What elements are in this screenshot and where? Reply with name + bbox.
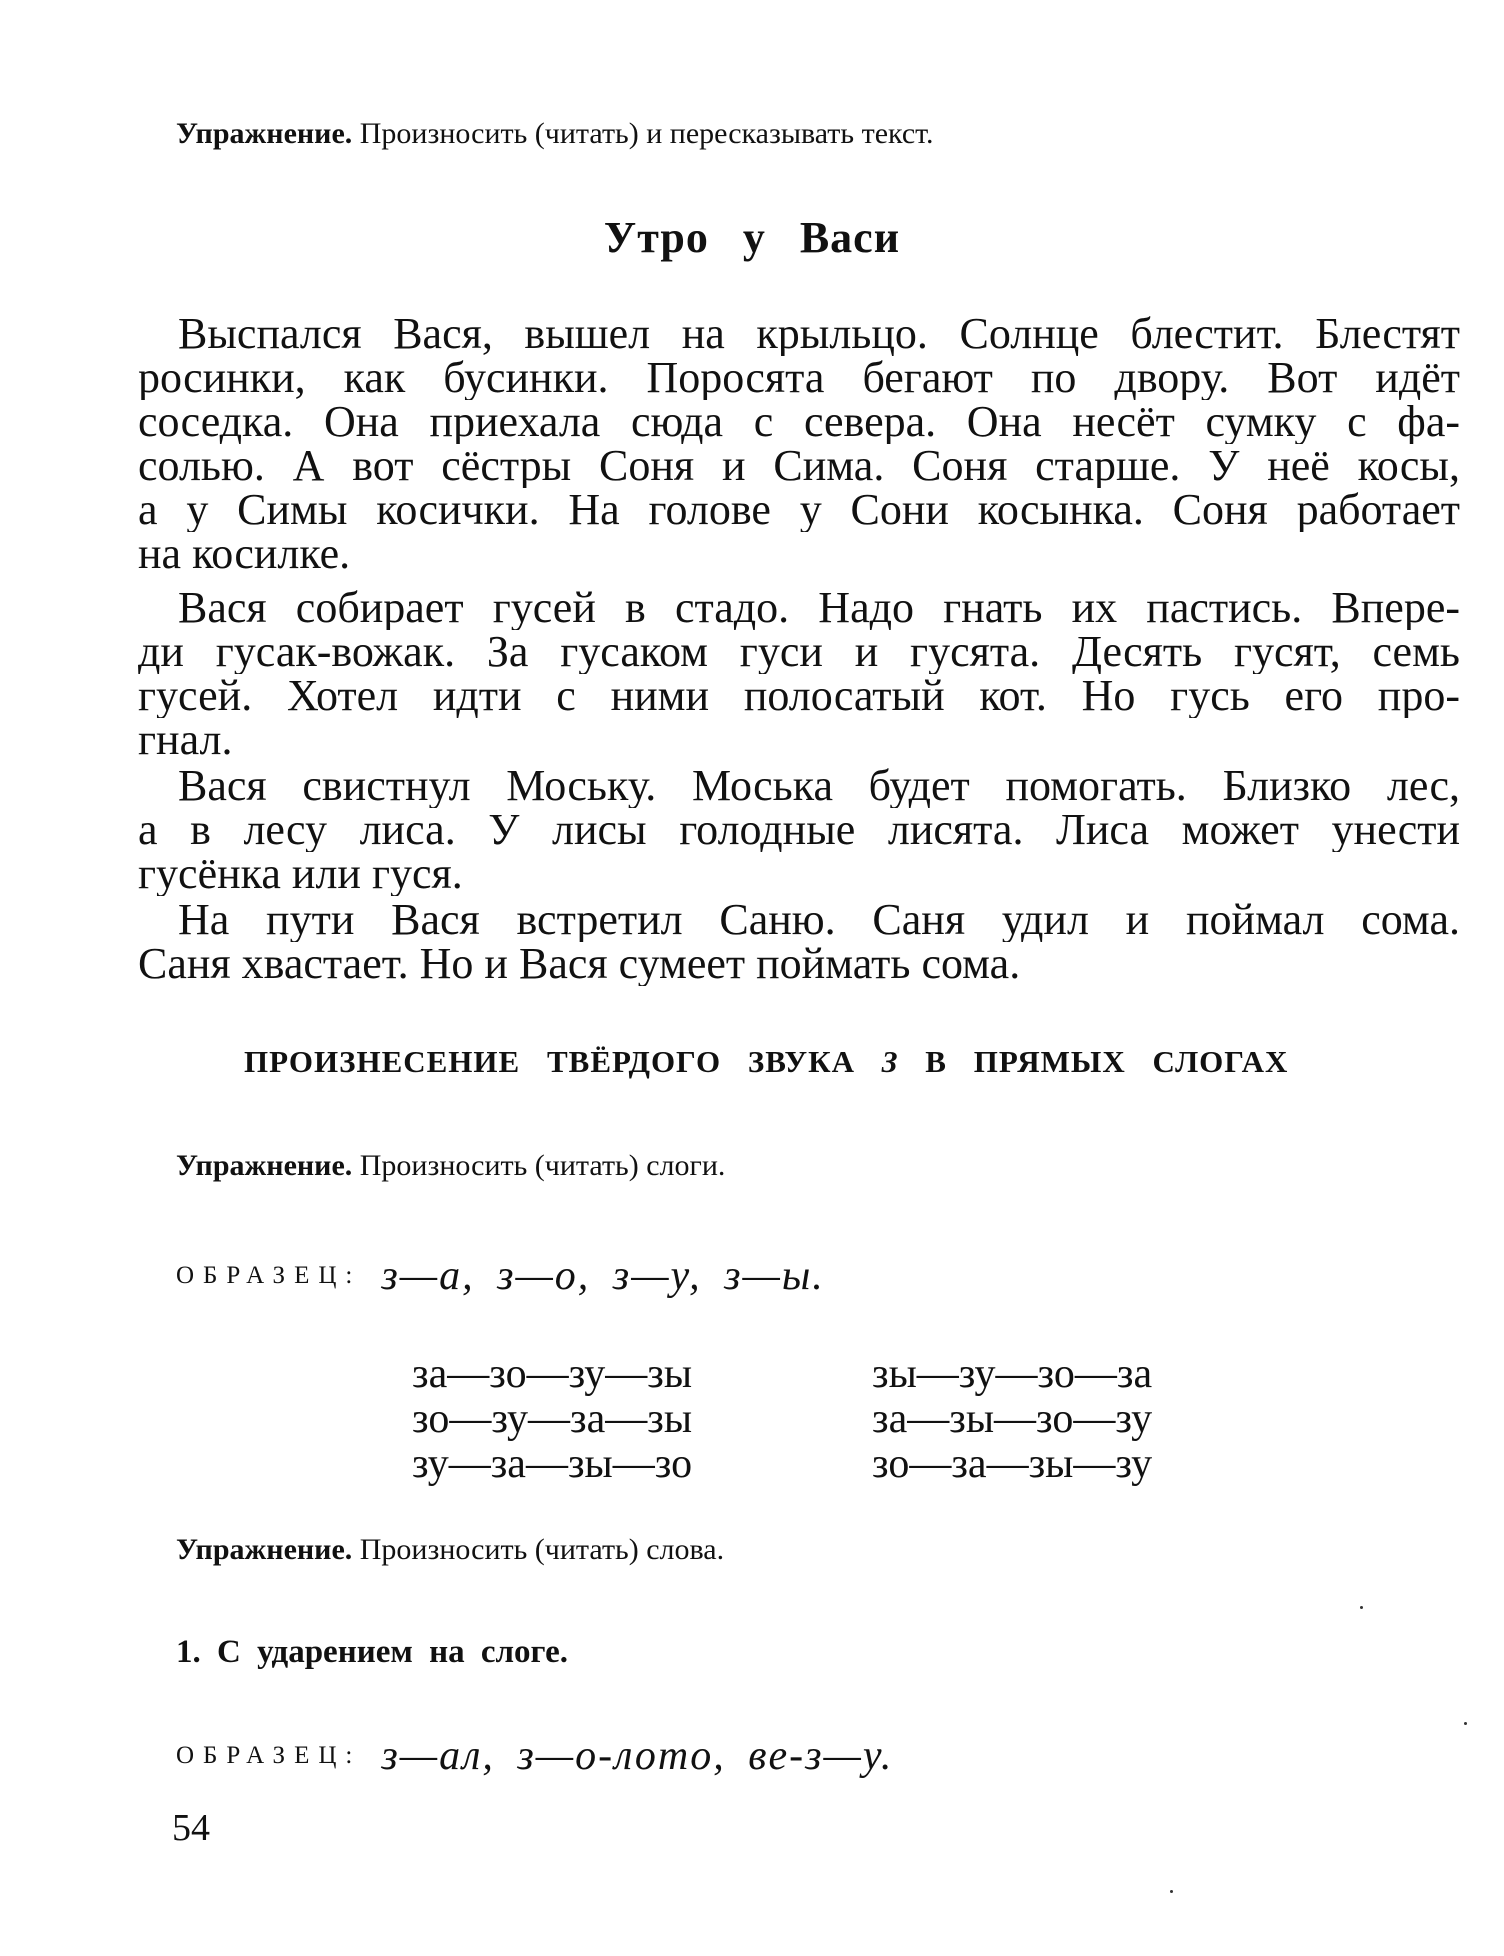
text-line: ди гусак-вожак. За гусаком гуси и гусята. Десять гусят, семь [138, 630, 1460, 674]
text-line: Саня хвастает. Но и Вася сумеет поймать сома. [138, 942, 1021, 986]
sample-label: ОБРАЗЕЦ: [176, 1262, 362, 1289]
subheading-stress: 1. С ударением на слоге. [176, 1634, 568, 1670]
syllable-row: зы—зу—зо—за [872, 1351, 1153, 1397]
scan-speck [1170, 1890, 1173, 1893]
scan-speck [1360, 1606, 1363, 1609]
text-line: а в лесу лиса. У лисы голодные лисята. Лиса может унести [138, 808, 1460, 852]
sample-label: ОБРАЗЕЦ: [176, 1742, 362, 1769]
story-title: Утро у Васи [603, 213, 901, 262]
exercise-text: Произносить (читать) слова. [352, 1533, 725, 1566]
text-line: росинки, как бусинки. Поросята бегают по двору. Вот идёт [138, 356, 1460, 400]
story-paragraph-4 [138, 898, 1460, 986]
sample-value: з—а, з—о, з—у, з—ы. [381, 1253, 825, 1299]
text-line: на косилке. [138, 532, 351, 576]
exercise-label: Упражнение. [176, 1533, 353, 1566]
exercise-instruction-retell [176, 116, 934, 152]
exercise-text: Произносить (читать) и пересказывать текст. [352, 117, 934, 150]
section-heading [244, 1044, 1344, 1080]
story-paragraph-2 [138, 586, 1460, 762]
sample-value: з—ал, з—о-лото, ве-з—у. [381, 1733, 894, 1779]
text-line: а у Симы косички. На голове у Сони косынка. Соня работает [138, 488, 1460, 532]
syllable-column-right [872, 1352, 1152, 1487]
story-paragraph-1 [138, 312, 1460, 576]
text-line: гусей. Хотел идти с ними полосатый кот. Но гусь его про- [138, 674, 1460, 718]
syllable-row: за—зы—зо—зу [872, 1396, 1153, 1442]
syllable-row: зо—зу—за—зы [412, 1396, 693, 1442]
section-heading-part: В ПРЯМЫХ СЛОГАХ [898, 1044, 1289, 1079]
exercise-instruction-words [176, 1532, 724, 1568]
sample-words [176, 1732, 893, 1780]
text-line: солью. А вот сёстры Соня и Сима. Соня старше. У неё косы, [138, 444, 1460, 488]
syllable-row: за—зо—зу—зы [412, 1351, 693, 1397]
text-line: Выспался Вася, вышел на крыльцо. Солнце блестит. Блестят [178, 312, 1460, 356]
page-number: 54 [172, 1807, 210, 1849]
section-heading-letter: З [881, 1044, 899, 1079]
text-line: гусёнка или гуся. [138, 852, 463, 896]
syllable-row: зо—за—зы—зу [872, 1441, 1153, 1487]
exercise-instruction-syllables [176, 1148, 725, 1184]
text-line: Вася свистнул Моську. Моська будет помогать. Близко лес, [178, 764, 1460, 808]
story-paragraph-3 [138, 764, 1460, 896]
exercise-label: Упражнение. [176, 117, 353, 150]
sample-syllables [176, 1252, 825, 1300]
syllable-row: зу—за—зы—зо [412, 1441, 693, 1487]
text-line: гнал. [138, 718, 233, 762]
syllable-column-left [412, 1352, 692, 1487]
scan-speck [1464, 1722, 1467, 1725]
exercise-label: Упражнение. [176, 1149, 353, 1182]
text-line: На пути Вася встретил Саню. Саня удил и поймал сома. [178, 898, 1460, 942]
exercise-text: Произносить (читать) слоги. [352, 1149, 726, 1182]
section-heading-part: ПРОИЗНЕСЕНИЕ ТВЁРДОГО ЗВУКА [244, 1044, 882, 1079]
text-line: Вася собирает гусей в стадо. Надо гнать их пастись. Впере- [178, 586, 1460, 630]
text-line: соседка. Она приехала сюда с севера. Она несёт сумку с фа- [138, 400, 1460, 444]
